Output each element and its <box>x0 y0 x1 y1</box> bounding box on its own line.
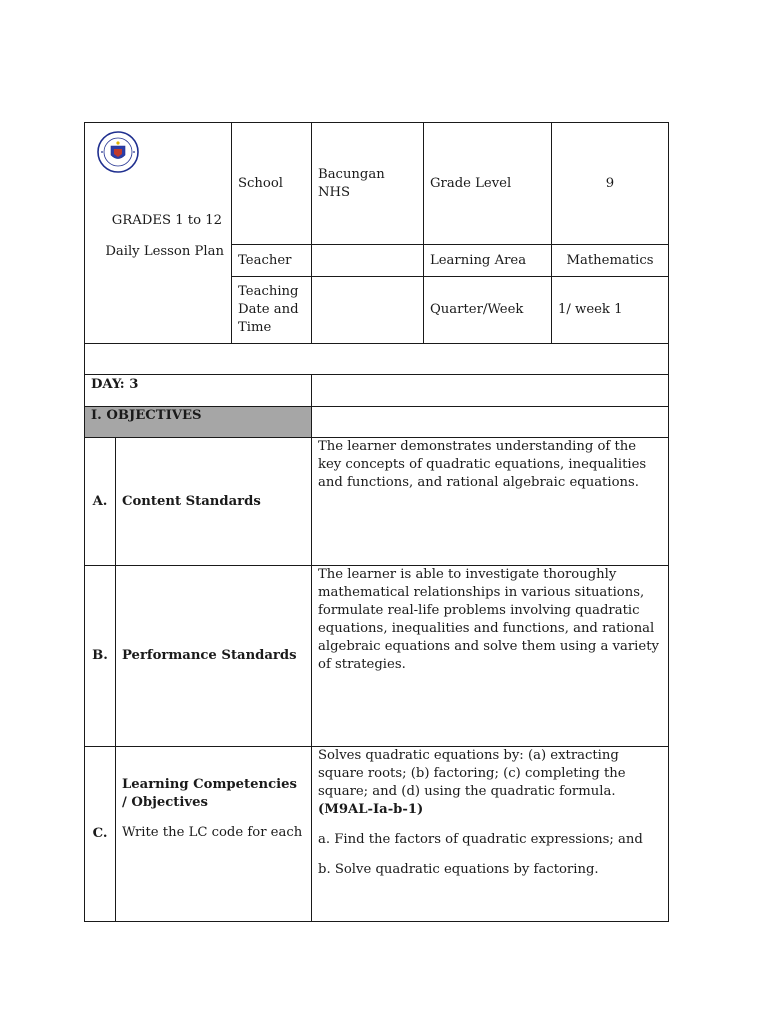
school-label: School <box>231 122 312 245</box>
day-label: DAY: 3 <box>84 374 312 407</box>
teaching-date-label: Teaching Date and Time <box>231 276 312 344</box>
lc-code-note: Write the LC code for each <box>122 825 303 840</box>
grade-level-value: 9 <box>551 122 669 245</box>
performance-standards-text: The learner is able to investigate thoroughly mathematical relationships in various situations, formulate real-life problems involving quadratic equations, inequalities and functions, and rational algebraic equations and solve them using a variety of strategies. <box>311 565 669 747</box>
learning-area-value: Mathematics <box>551 244 669 277</box>
competency-item-a: a. Find the factors of quadratic expressions; and <box>318 832 643 847</box>
row-c-letter: C. <box>84 746 116 922</box>
content-standards-label: Content Standards <box>115 437 312 566</box>
learning-area-label: Learning Area <box>423 244 552 277</box>
quarter-week-label: Quarter/Week <box>423 276 552 344</box>
learning-competencies-text-cell <box>311 746 669 922</box>
objectives-title-value <box>311 406 669 438</box>
performance-standards-label: Performance Standards <box>115 565 312 747</box>
school-value: Bacungan NHS <box>311 122 424 245</box>
objectives-title: I. OBJECTIVES <box>84 406 312 438</box>
grades-label: GRADES 1 to 12 <box>111 213 222 228</box>
learning-competencies-label: Learning Competencies / Objectives <box>122 777 297 810</box>
spacer-row <box>84 343 669 375</box>
daily-lesson-plan-label: Daily Lesson Plan <box>105 244 224 259</box>
lc-code: (M9AL-Ia-b-1) <box>318 802 424 817</box>
teacher-label: Teacher <box>231 244 312 277</box>
teaching-date-value <box>311 276 424 344</box>
competency-item-b: b. Solve quadratic equations by factoring. <box>318 862 599 877</box>
learning-competencies-text: Solves quadratic equations by: (a) extracting square roots; (b) factoring; (c) completing the square; and (d) using the quadratic formula. <box>318 748 626 799</box>
teacher-value <box>311 244 424 277</box>
grade-level-label: Grade Level <box>423 122 552 245</box>
content-standards-text: The learner demonstrates understanding of the key concepts of quadratic equations, inequalities and functions, and rational algebraic equations. <box>311 437 669 566</box>
row-a-letter: A. <box>84 437 116 566</box>
day-value <box>311 374 669 407</box>
deped-seal-icon <box>90 131 146 173</box>
quarter-week-value: 1/ week 1 <box>551 276 669 344</box>
learning-competencies-cell <box>115 746 312 922</box>
row-b-letter: B. <box>84 565 116 747</box>
